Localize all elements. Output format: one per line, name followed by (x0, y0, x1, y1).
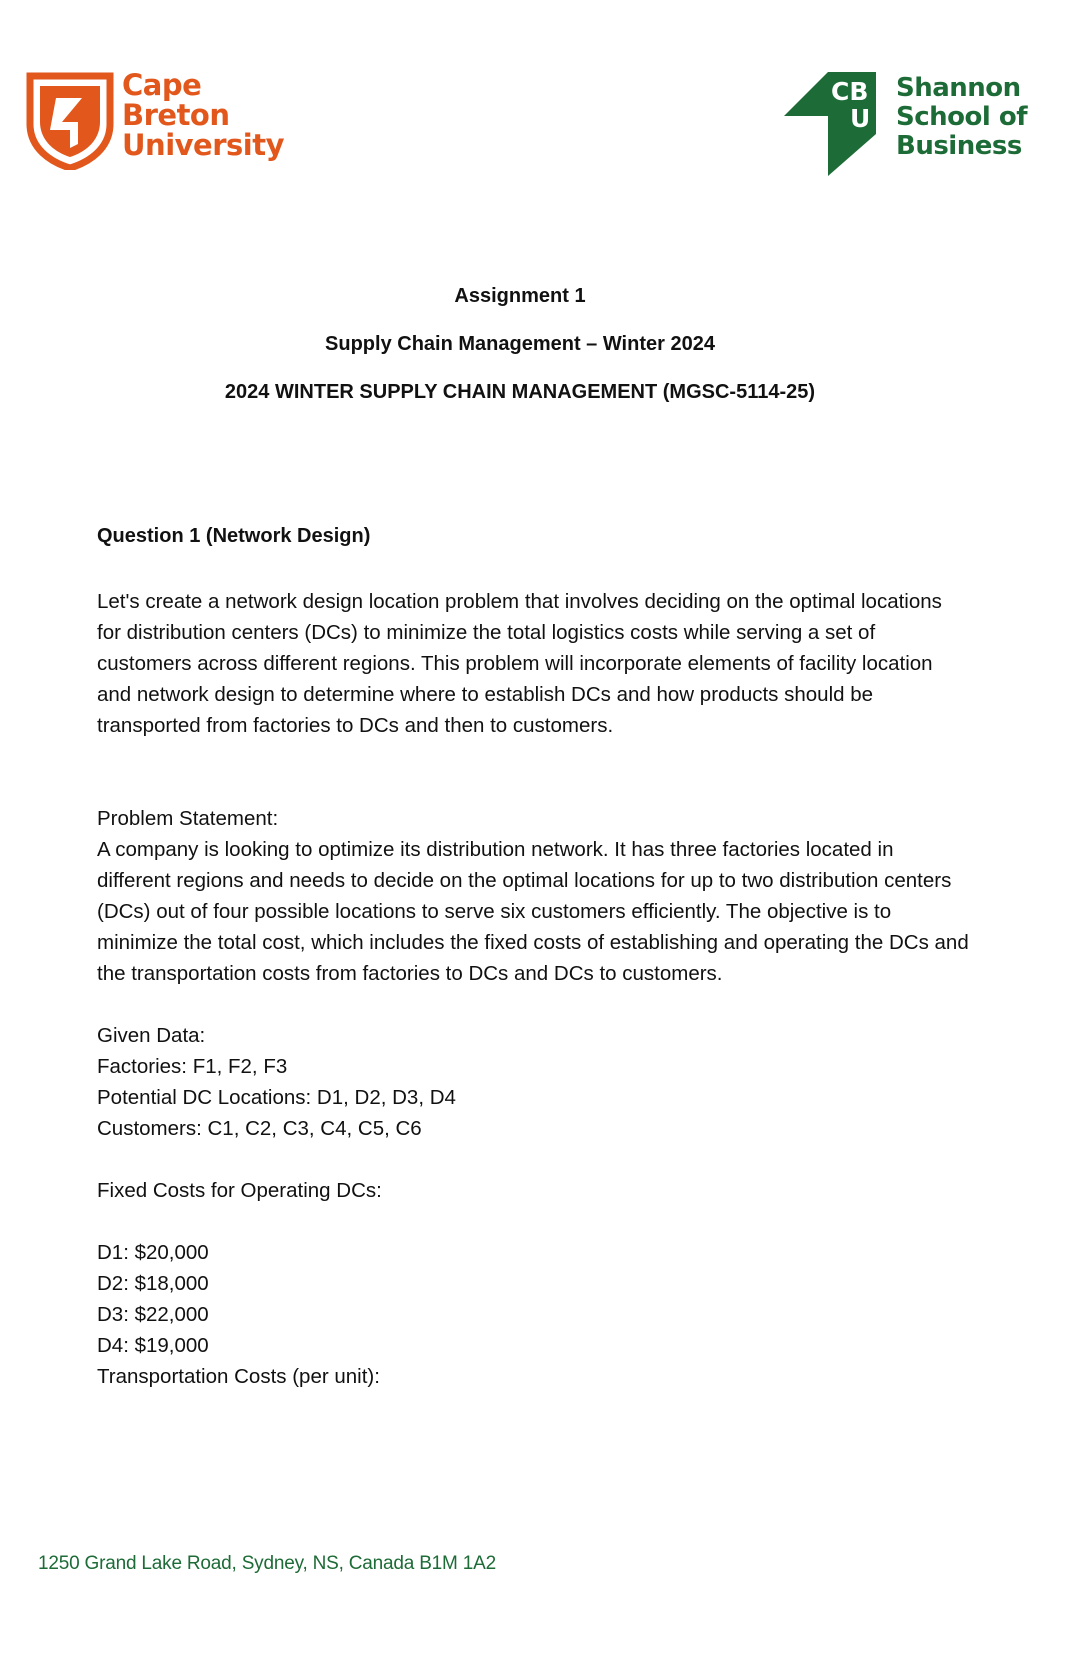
intro-paragraph (97, 586, 1027, 741)
fixed-costs-label: Fixed Costs for Operating DCs: (97, 1179, 382, 1202)
intro-line: for distribution centers (DCs) to minimize the total logistics costs while serving a set of (97, 621, 876, 644)
ssb-mark-text-1: CB (831, 77, 869, 106)
problem-statement-label: Problem Statement: (97, 807, 279, 830)
dc-locations-list: Potential DC Locations: D1, D2, D3, D4 (97, 1086, 456, 1109)
question-heading-block (97, 524, 1027, 548)
cbu-wordmark (122, 70, 284, 160)
fixed-cost-item: D1: $20,000 (97, 1241, 209, 1264)
page-header (0, 0, 1080, 200)
ssb-wordmark-line2: School of (896, 102, 1028, 132)
ssb-wordmark-line1: Shannon (896, 73, 1021, 103)
fixed-costs-label-block (97, 1175, 1027, 1206)
cbu-shannon-mark-icon (784, 72, 888, 176)
question-heading: Question 1 (Network Design) (97, 525, 371, 547)
cbu-wordmark-line3: University (122, 128, 284, 162)
intro-line: customers across different regions. This problem will incorporate elements of facility location (97, 652, 933, 675)
shannon-school-of-business-logo (784, 72, 1027, 176)
intro-line: and network design to determine where to establish DCs and how products should be (97, 683, 874, 706)
intro-line: Let's create a network design location problem that involves deciding on the optimal locations (97, 590, 942, 613)
factories-list: Factories: F1, F2, F3 (97, 1055, 288, 1078)
assignment-title: Assignment 1 (454, 285, 586, 307)
fixed-cost-item: D2: $18,000 (97, 1272, 209, 1295)
given-data (97, 1020, 1027, 1144)
cbu-wordmark-line1: Cape (122, 68, 202, 102)
transport-costs-label: Transportation Costs (per unit): (97, 1365, 380, 1388)
fixed-cost-item: D3: $22,000 (97, 1303, 209, 1326)
cbu-wordmark-line2: Breton (122, 98, 230, 132)
problem-line: minimize the total cost, which includes the fixed costs of establishing and operating the DCs and (97, 931, 969, 954)
customers-list: Customers: C1, C2, C3, C4, C5, C6 (97, 1117, 422, 1140)
ssb-wordmark-line3: Business (896, 131, 1022, 161)
problem-line: (DCs) out of four possible locations to serve six customers efficiently. The objective is to (97, 900, 892, 923)
problem-line: different regions and needs to decide on the optimal locations for up to two distribution centers (97, 869, 952, 892)
given-data-label: Given Data: (97, 1024, 206, 1047)
cape-breton-university-logo (26, 68, 284, 170)
cbu-shield-icon (26, 72, 114, 170)
intro-line: transported from factories to DCs and then to customers. (97, 714, 614, 737)
course-subtitle: Supply Chain Management – Winter 2024 (325, 333, 715, 355)
fixed-costs-list (97, 1237, 1027, 1392)
problem-line: A company is looking to optimize its distribution network. It has three factories located in (97, 838, 894, 861)
footer-address: 1250 Grand Lake Road, Sydney, NS, Canada B1M 1A2 (38, 1553, 496, 1574)
problem-statement (97, 803, 1027, 989)
ssb-wordmark (896, 74, 1027, 161)
ssb-mark-text-2: U (850, 104, 871, 133)
fixed-cost-item: D4: $19,000 (97, 1334, 209, 1357)
course-code-title: 2024 WINTER SUPPLY CHAIN MANAGEMENT (MGSC-5114-25) (224, 381, 816, 403)
problem-line: the transportation costs from factories to DCs and DCs to customers. (97, 962, 723, 985)
